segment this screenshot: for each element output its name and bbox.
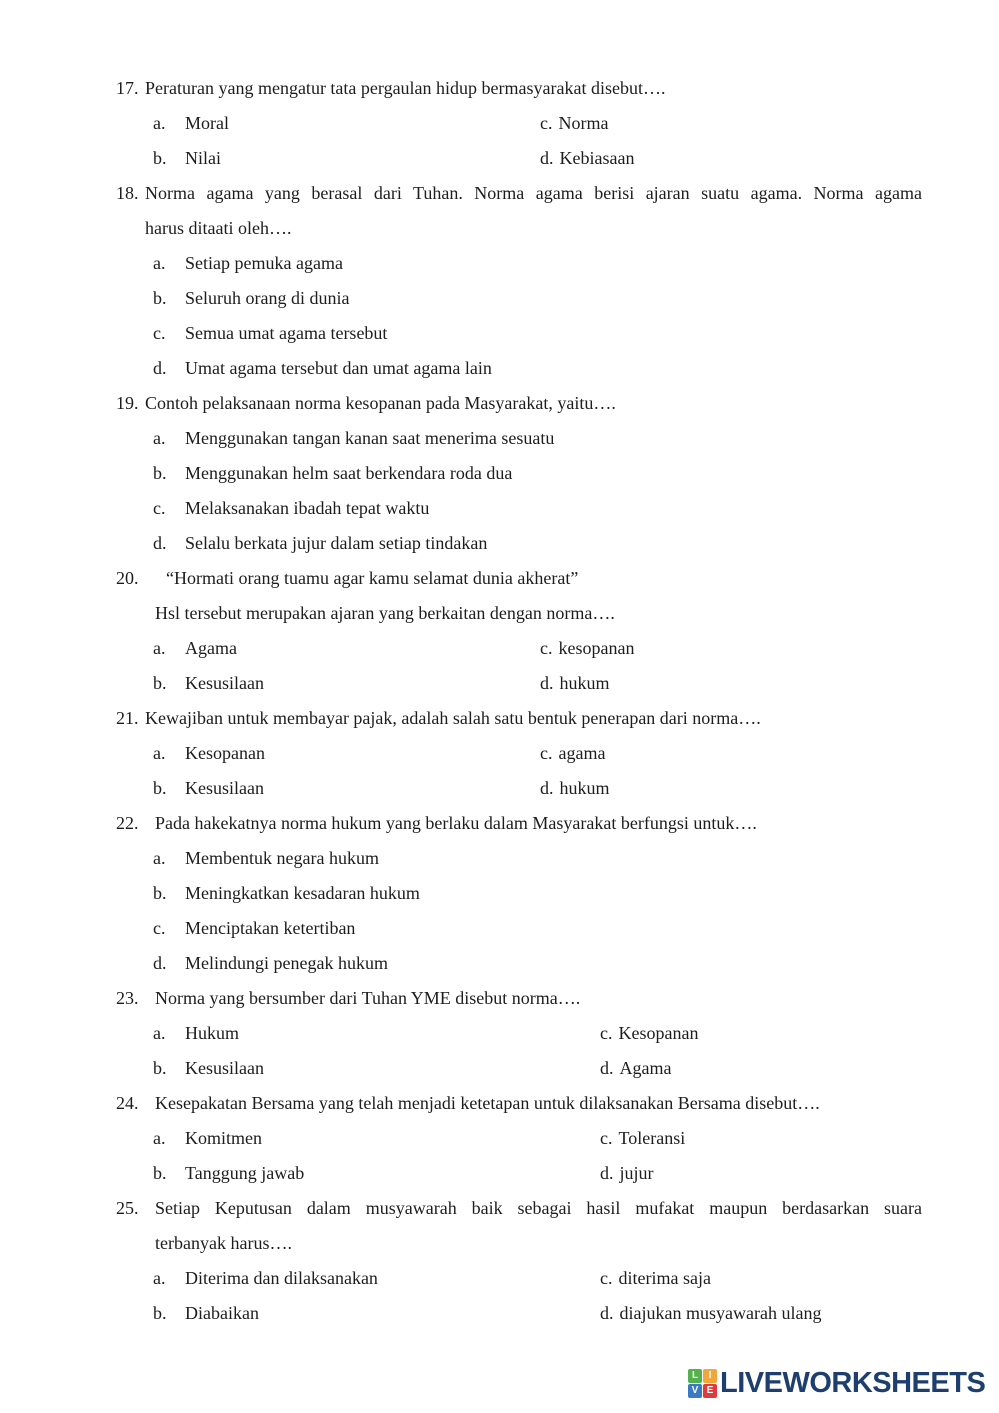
option-label: Diterima dan dilaksanakan bbox=[185, 1268, 378, 1288]
option-letter: d. bbox=[153, 358, 167, 378]
option-label: Toleransi bbox=[618, 1128, 686, 1148]
option-letter: b. bbox=[153, 463, 167, 483]
option-letter: a. bbox=[153, 848, 166, 868]
option-label: Kesusilaan bbox=[185, 1058, 264, 1078]
question-number: 23. bbox=[116, 988, 139, 1008]
logo-tile-v: V bbox=[688, 1384, 702, 1398]
option-letter: b. bbox=[153, 778, 167, 798]
option-letter: c. bbox=[600, 1128, 613, 1148]
option-label: Agama bbox=[619, 1058, 672, 1078]
option-label: Moral bbox=[185, 113, 229, 133]
option-label: kesopanan bbox=[558, 638, 635, 658]
option-label: Meningkatkan kesadaran hukum bbox=[185, 883, 420, 903]
question-text: Norma yang bersumber dari Tuhan YME disebut norma…. bbox=[155, 988, 581, 1008]
question-17 bbox=[116, 71, 922, 176]
option-24a[interactable] bbox=[116, 1121, 922, 1156]
option-23b[interactable] bbox=[116, 1051, 922, 1086]
option-letter: d. bbox=[540, 778, 554, 798]
option-letter: a. bbox=[153, 428, 166, 448]
option-21b[interactable] bbox=[116, 771, 922, 806]
question-21 bbox=[116, 701, 922, 806]
option-18a[interactable] bbox=[116, 246, 922, 281]
option-label: Kebiasaan bbox=[559, 148, 635, 168]
question-25 bbox=[116, 1191, 922, 1331]
question-text-continued: Hsl tersebut merupakan ajaran yang berkaitan dengan norma…. bbox=[155, 603, 615, 623]
option-17b[interactable] bbox=[116, 141, 922, 176]
option-18b[interactable] bbox=[116, 281, 922, 316]
liveworksheets-tiles-icon bbox=[688, 1369, 717, 1398]
option-23c[interactable] bbox=[600, 1016, 698, 1051]
option-17c[interactable] bbox=[540, 106, 608, 141]
question-number: 18. bbox=[116, 183, 139, 203]
option-20b[interactable] bbox=[116, 666, 922, 701]
option-label: Melindungi penegak hukum bbox=[185, 953, 388, 973]
question-24 bbox=[116, 1086, 922, 1191]
option-letter: c. bbox=[540, 743, 553, 763]
option-letter: a. bbox=[153, 1023, 166, 1043]
option-label: Agama bbox=[185, 638, 237, 658]
option-label: Semua umat agama tersebut bbox=[185, 323, 388, 343]
option-20a[interactable] bbox=[116, 631, 922, 666]
option-23a[interactable] bbox=[116, 1016, 922, 1051]
question-text: Pada hakekatnya norma hukum yang berlaku dalam Masyarakat berfungsi untuk…. bbox=[155, 813, 757, 833]
option-label: Melaksanakan ibadah tepat waktu bbox=[185, 498, 430, 518]
option-letter: b. bbox=[153, 288, 167, 308]
option-letter: d. bbox=[600, 1163, 614, 1183]
question-number: 17. bbox=[116, 78, 139, 98]
question-text: Kesepakatan Bersama yang telah menjadi ketetapan untuk dilaksanakan Bersama disebut…. bbox=[155, 1093, 820, 1113]
option-17a[interactable] bbox=[116, 106, 922, 141]
question-quote: “Hormati orang tuamu agar kamu selamat dunia akherat” bbox=[166, 568, 579, 588]
question-18 bbox=[116, 176, 922, 386]
option-label: Kesopanan bbox=[618, 1023, 699, 1043]
option-label: Kesusilaan bbox=[185, 673, 264, 693]
option-19a[interactable] bbox=[116, 421, 922, 456]
question-text: Setiap Keputusan dalam musyawarah baik sebagai hasil mufakat maupun berdasarkan suara bbox=[155, 1198, 922, 1218]
option-22b[interactable] bbox=[116, 876, 922, 911]
question-number: 20. bbox=[116, 568, 139, 588]
option-21a[interactable] bbox=[116, 736, 922, 771]
option-label: hukum bbox=[559, 778, 610, 798]
option-18c[interactable] bbox=[116, 316, 922, 351]
question-number: 19. bbox=[116, 393, 139, 413]
option-letter: b. bbox=[153, 1163, 167, 1183]
option-21c[interactable] bbox=[540, 736, 605, 771]
option-letter: d. bbox=[153, 953, 167, 973]
option-letter: a. bbox=[153, 638, 166, 658]
question-text: Kewajiban untuk membayar pajak, adalah salah satu bentuk penerapan dari norma…. bbox=[145, 708, 761, 728]
question-19 bbox=[116, 386, 922, 561]
option-25c[interactable] bbox=[600, 1261, 711, 1296]
option-letter: c. bbox=[153, 498, 166, 518]
option-letter: a. bbox=[153, 1128, 166, 1148]
option-letter: c. bbox=[540, 638, 553, 658]
liveworksheets-wordmark: LIVEWORKSHEETS bbox=[720, 1367, 986, 1399]
option-letter: a. bbox=[153, 253, 166, 273]
option-23d[interactable] bbox=[600, 1051, 671, 1086]
option-21d[interactable] bbox=[540, 771, 610, 806]
option-label: Menciptakan ketertiban bbox=[185, 918, 356, 938]
option-letter: c. bbox=[540, 113, 553, 133]
option-label: agama bbox=[558, 743, 606, 763]
question-text-continued: terbanyak harus…. bbox=[155, 1233, 292, 1253]
option-label: Kesopanan bbox=[185, 743, 265, 763]
option-24c[interactable] bbox=[600, 1121, 685, 1156]
option-letter: b. bbox=[153, 883, 167, 903]
question-number: 22. bbox=[116, 813, 139, 833]
option-letter: a. bbox=[153, 1268, 166, 1288]
question-text: Contoh pelaksanaan norma kesopanan pada Masyarakat, yaitu…. bbox=[145, 393, 616, 413]
option-letter: b. bbox=[153, 1303, 167, 1323]
option-19b[interactable] bbox=[116, 456, 922, 491]
option-label: Norma bbox=[558, 113, 609, 133]
option-label: Menggunakan tangan kanan saat menerima sesuatu bbox=[185, 428, 555, 448]
option-18d[interactable] bbox=[116, 351, 922, 386]
option-24d[interactable] bbox=[600, 1156, 654, 1191]
option-label: Tanggung jawab bbox=[185, 1163, 305, 1183]
option-letter: c. bbox=[153, 918, 166, 938]
question-list bbox=[116, 71, 922, 1331]
option-22a[interactable] bbox=[116, 841, 922, 876]
question-23 bbox=[116, 981, 922, 1086]
question-text-continued: harus ditaati oleh…. bbox=[145, 218, 292, 238]
question-text: Norma agama yang berasal dari Tuhan. Norma agama berisi ajaran suatu agama. Norma agama bbox=[145, 183, 922, 203]
logo-tile-e: E bbox=[703, 1384, 717, 1398]
option-22c[interactable] bbox=[116, 911, 922, 946]
option-label: Kesusilaan bbox=[185, 778, 264, 798]
option-letter: c. bbox=[600, 1268, 613, 1288]
question-20 bbox=[116, 561, 922, 701]
option-letter: c. bbox=[600, 1023, 613, 1043]
option-letter: b. bbox=[153, 148, 167, 168]
option-letter: d. bbox=[600, 1303, 614, 1323]
logo-tile-i: I bbox=[703, 1369, 717, 1383]
option-label: jujur bbox=[619, 1163, 654, 1183]
option-letter: a. bbox=[153, 743, 166, 763]
option-letter: d. bbox=[540, 148, 554, 168]
option-22d[interactable] bbox=[116, 946, 922, 981]
option-label: Setiap pemuka agama bbox=[185, 253, 343, 273]
option-letter: a. bbox=[153, 113, 166, 133]
question-22 bbox=[116, 806, 922, 981]
question-number: 25. bbox=[116, 1198, 139, 1218]
option-20d[interactable] bbox=[540, 666, 610, 701]
question-text: Peraturan yang mengatur tata pergaulan hidup bermasyarakat disebut…. bbox=[145, 78, 666, 98]
option-25d[interactable] bbox=[600, 1296, 821, 1331]
option-label: Komitmen bbox=[185, 1128, 262, 1148]
option-label: Selalu berkata jujur dalam setiap tindakan bbox=[185, 533, 488, 553]
option-17d[interactable] bbox=[540, 141, 634, 176]
option-label: Hukum bbox=[185, 1023, 239, 1043]
option-letter: b. bbox=[153, 1058, 167, 1078]
option-label: Umat agama tersebut dan umat agama lain bbox=[185, 358, 492, 378]
option-label: Diabaikan bbox=[185, 1303, 259, 1323]
option-19c[interactable] bbox=[116, 491, 922, 526]
option-label: hukum bbox=[559, 673, 610, 693]
option-19d[interactable] bbox=[116, 526, 922, 561]
option-24b[interactable] bbox=[116, 1156, 922, 1191]
option-label: diterima saja bbox=[618, 1268, 711, 1288]
option-label: diajukan musyawarah ulang bbox=[619, 1303, 822, 1323]
option-letter: d. bbox=[600, 1058, 614, 1078]
option-letter: d. bbox=[540, 673, 554, 693]
option-label: Seluruh orang di dunia bbox=[185, 288, 350, 308]
option-letter: d. bbox=[153, 533, 167, 553]
logo-tile-l: L bbox=[688, 1369, 702, 1383]
option-25a[interactable] bbox=[116, 1261, 922, 1296]
option-20c[interactable] bbox=[540, 631, 634, 666]
question-number: 21. bbox=[116, 708, 139, 728]
option-label: Menggunakan helm saat berkendara roda dua bbox=[185, 463, 513, 483]
option-label: Nilai bbox=[185, 148, 221, 168]
option-letter: b. bbox=[153, 673, 167, 693]
liveworksheets-logo[interactable] bbox=[688, 1366, 985, 1401]
option-letter: c. bbox=[153, 323, 166, 343]
option-label: Membentuk negara hukum bbox=[185, 848, 379, 868]
question-number: 24. bbox=[116, 1093, 139, 1113]
